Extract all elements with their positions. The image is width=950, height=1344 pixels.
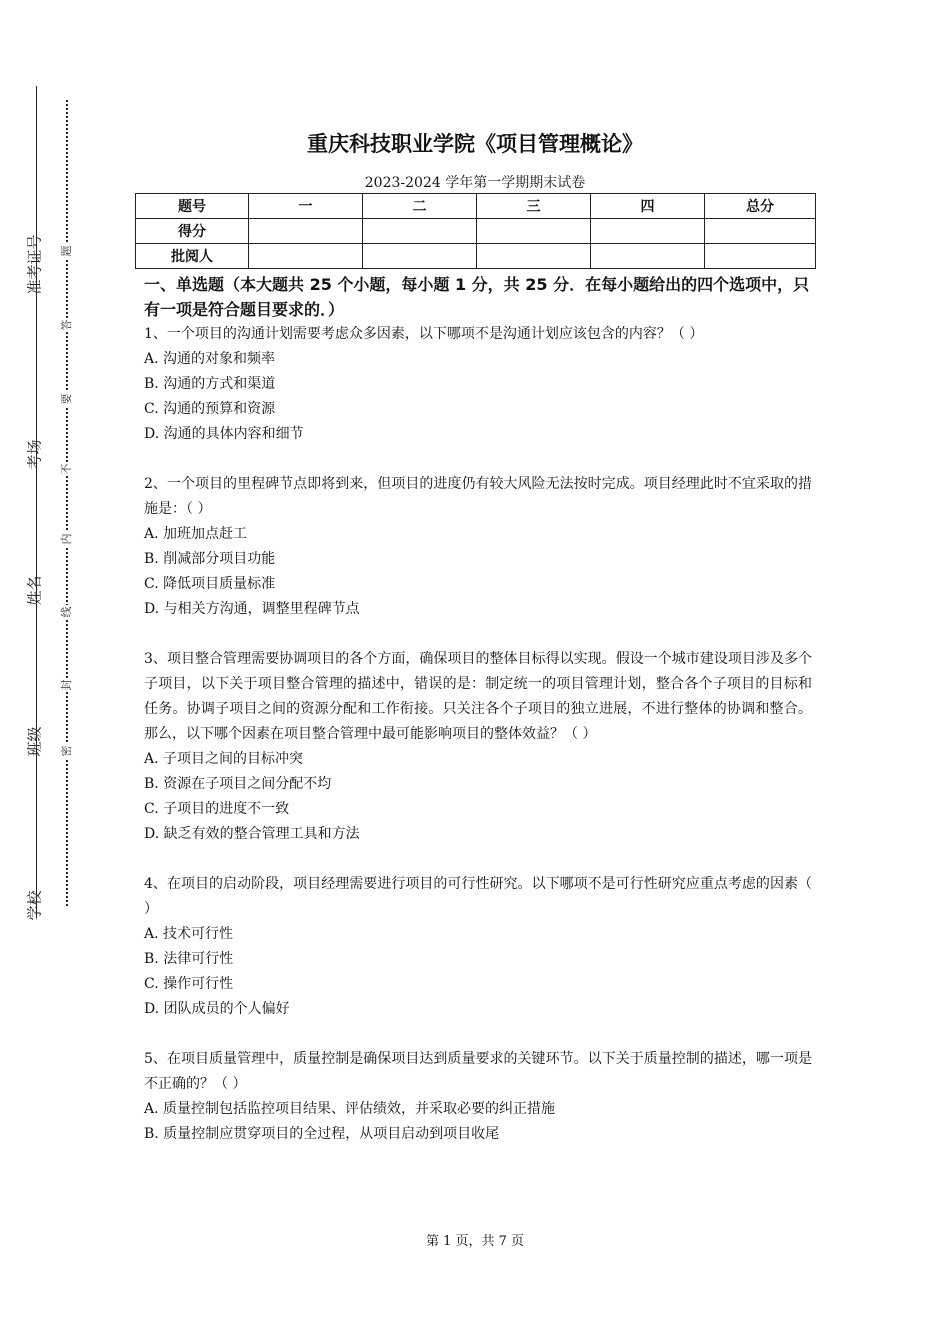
- question-option: A. 质量控制包括监控项目结果、评估绩效，并采取必要的纠正措施: [144, 1101, 556, 1117]
- spacer: [144, 1022, 812, 1047]
- score-cell[interactable]: [363, 219, 477, 244]
- section-title: 一、单选题（本大题共 25 个小题，每小题 1 分，共 25 分．在每小题给出的四个选项中，只有一项是符合题目要求的．）: [144, 275, 810, 319]
- seal-word: 不: [60, 463, 73, 475]
- binding-solid-line: [36, 86, 37, 918]
- exam-subtitle: 2023-2024 学年第一学期期末试卷: [364, 175, 586, 191]
- score-cell[interactable]: [249, 219, 363, 244]
- score-cell[interactable]: [705, 219, 816, 244]
- score-table-row: [136, 244, 816, 269]
- question-option: D. 沟通的具体内容和细节: [144, 426, 304, 442]
- question-option: A. 沟通的对象和频率: [144, 351, 276, 367]
- score-cell[interactable]: [591, 219, 705, 244]
- seal-word: 密: [60, 745, 73, 757]
- question-option: D. 缺乏有效的整合管理工具和方法: [144, 826, 360, 842]
- score-cell[interactable]: [477, 219, 591, 244]
- seal-word: 要: [60, 393, 73, 405]
- question-option: B. 资源在子项目之间分配不均: [144, 776, 332, 792]
- question-option: C. 沟通的预算和资源: [144, 401, 276, 417]
- seal-word: 封: [60, 679, 73, 691]
- exam-content: [144, 272, 812, 1147]
- question-stem: 4、在项目的启动阶段，项目经理需要进行项目的可行性研究。以下哪项不是可行性研究应重点考虑的因素（ ）: [144, 876, 812, 917]
- seal-word: 答: [60, 319, 73, 331]
- score-header-cell: 二: [363, 194, 477, 219]
- question-option: C. 降低项目质量标准: [144, 576, 276, 592]
- question: [144, 472, 812, 622]
- question-option: A. 子项目之间的目标冲突: [144, 751, 304, 767]
- question-option: C. 子项目的进度不一致: [144, 801, 290, 817]
- score-header-cell: 四: [591, 194, 705, 219]
- question-stem: 2、一个项目的里程碑节点即将到来，但项目的进度仍有较大风险无法按时完成。项目经理此时不宜采取的措施是：（ ）: [144, 476, 812, 517]
- question-option: B. 质量控制应贯穿项目的全过程，从项目启动到项目收尾: [144, 1126, 500, 1142]
- score-cell[interactable]: [591, 244, 705, 269]
- spacer: [144, 847, 812, 872]
- score-cell[interactable]: [705, 244, 816, 269]
- question-stem: 3、项目整合管理需要协调项目的各个方面，确保项目的整体目标得以实现。假设一个城市建设项目涉及多个子项目，以下关于项目整合管理的描述中，错误的是：制定统一的项目管理计划，整合各个子项目的目标和任务。协调子项目之间的资源分配和工作衔接。只关注各个子项目的独立进展，不进行整体的协调和整合。那么，以下哪个因素在项目整合管理中最可能影响项目的整体效益？（ ）: [144, 651, 812, 742]
- score-table-header-row: [136, 194, 816, 219]
- question-option: A. 加班加点赶工: [144, 526, 248, 542]
- score-header-cell: 三: [477, 194, 591, 219]
- question-option: B. 削减部分项目功能: [144, 551, 276, 567]
- question: [144, 1047, 812, 1147]
- binding-dotted-line: [66, 100, 68, 906]
- question-option: B. 法律可行性: [144, 951, 234, 967]
- school-label: 学校: [25, 890, 44, 921]
- exam-title: 重庆科技职业学院《项目管理概论》: [307, 132, 643, 156]
- exam-id-label: 准考证号: [25, 234, 44, 295]
- score-header-cell: 题号: [136, 194, 249, 219]
- name-label: 姓名: [25, 575, 44, 606]
- score-header-cell: 一: [249, 194, 363, 219]
- score-table-row: [136, 219, 816, 244]
- exam-room-label: 考场: [25, 439, 44, 470]
- seal-word: 题: [60, 245, 73, 257]
- question-stem: 1、一个项目的沟通计划需要考虑众多因素，以下哪项不是沟通计划应该包含的内容？（ ）: [144, 326, 704, 342]
- spacer: [144, 447, 812, 472]
- score-cell[interactable]: [363, 244, 477, 269]
- score-header-cell: 总分: [705, 194, 816, 219]
- score-cell[interactable]: [477, 244, 591, 269]
- score-row-label: 得分: [136, 219, 249, 244]
- question: [144, 322, 812, 447]
- seal-word: 内: [60, 533, 73, 545]
- question-option: C. 操作可行性: [144, 976, 234, 992]
- spacer: [144, 622, 812, 647]
- question: [144, 872, 812, 1022]
- question: [144, 647, 812, 847]
- score-cell[interactable]: [249, 244, 363, 269]
- question-option: D. 与相关方沟通，调整里程碑节点: [144, 601, 360, 617]
- question-stem: 5、在项目质量管理中，质量控制是确保项目达到质量要求的关键环节。以下关于质量控制的描述，哪一项是不正确的？（ ）: [144, 1051, 812, 1092]
- question-option: D. 团队成员的个人偏好: [144, 1001, 290, 1017]
- question-option: B. 沟通的方式和渠道: [144, 376, 276, 392]
- score-table: [135, 193, 816, 269]
- question-option: A. 技术可行性: [144, 926, 234, 942]
- seal-word: 线: [60, 606, 73, 618]
- score-row-label: 批阅人: [136, 244, 249, 269]
- class-label: 班级: [25, 726, 44, 757]
- page-footer: 第 1 页，共 7 页: [425, 1234, 525, 1249]
